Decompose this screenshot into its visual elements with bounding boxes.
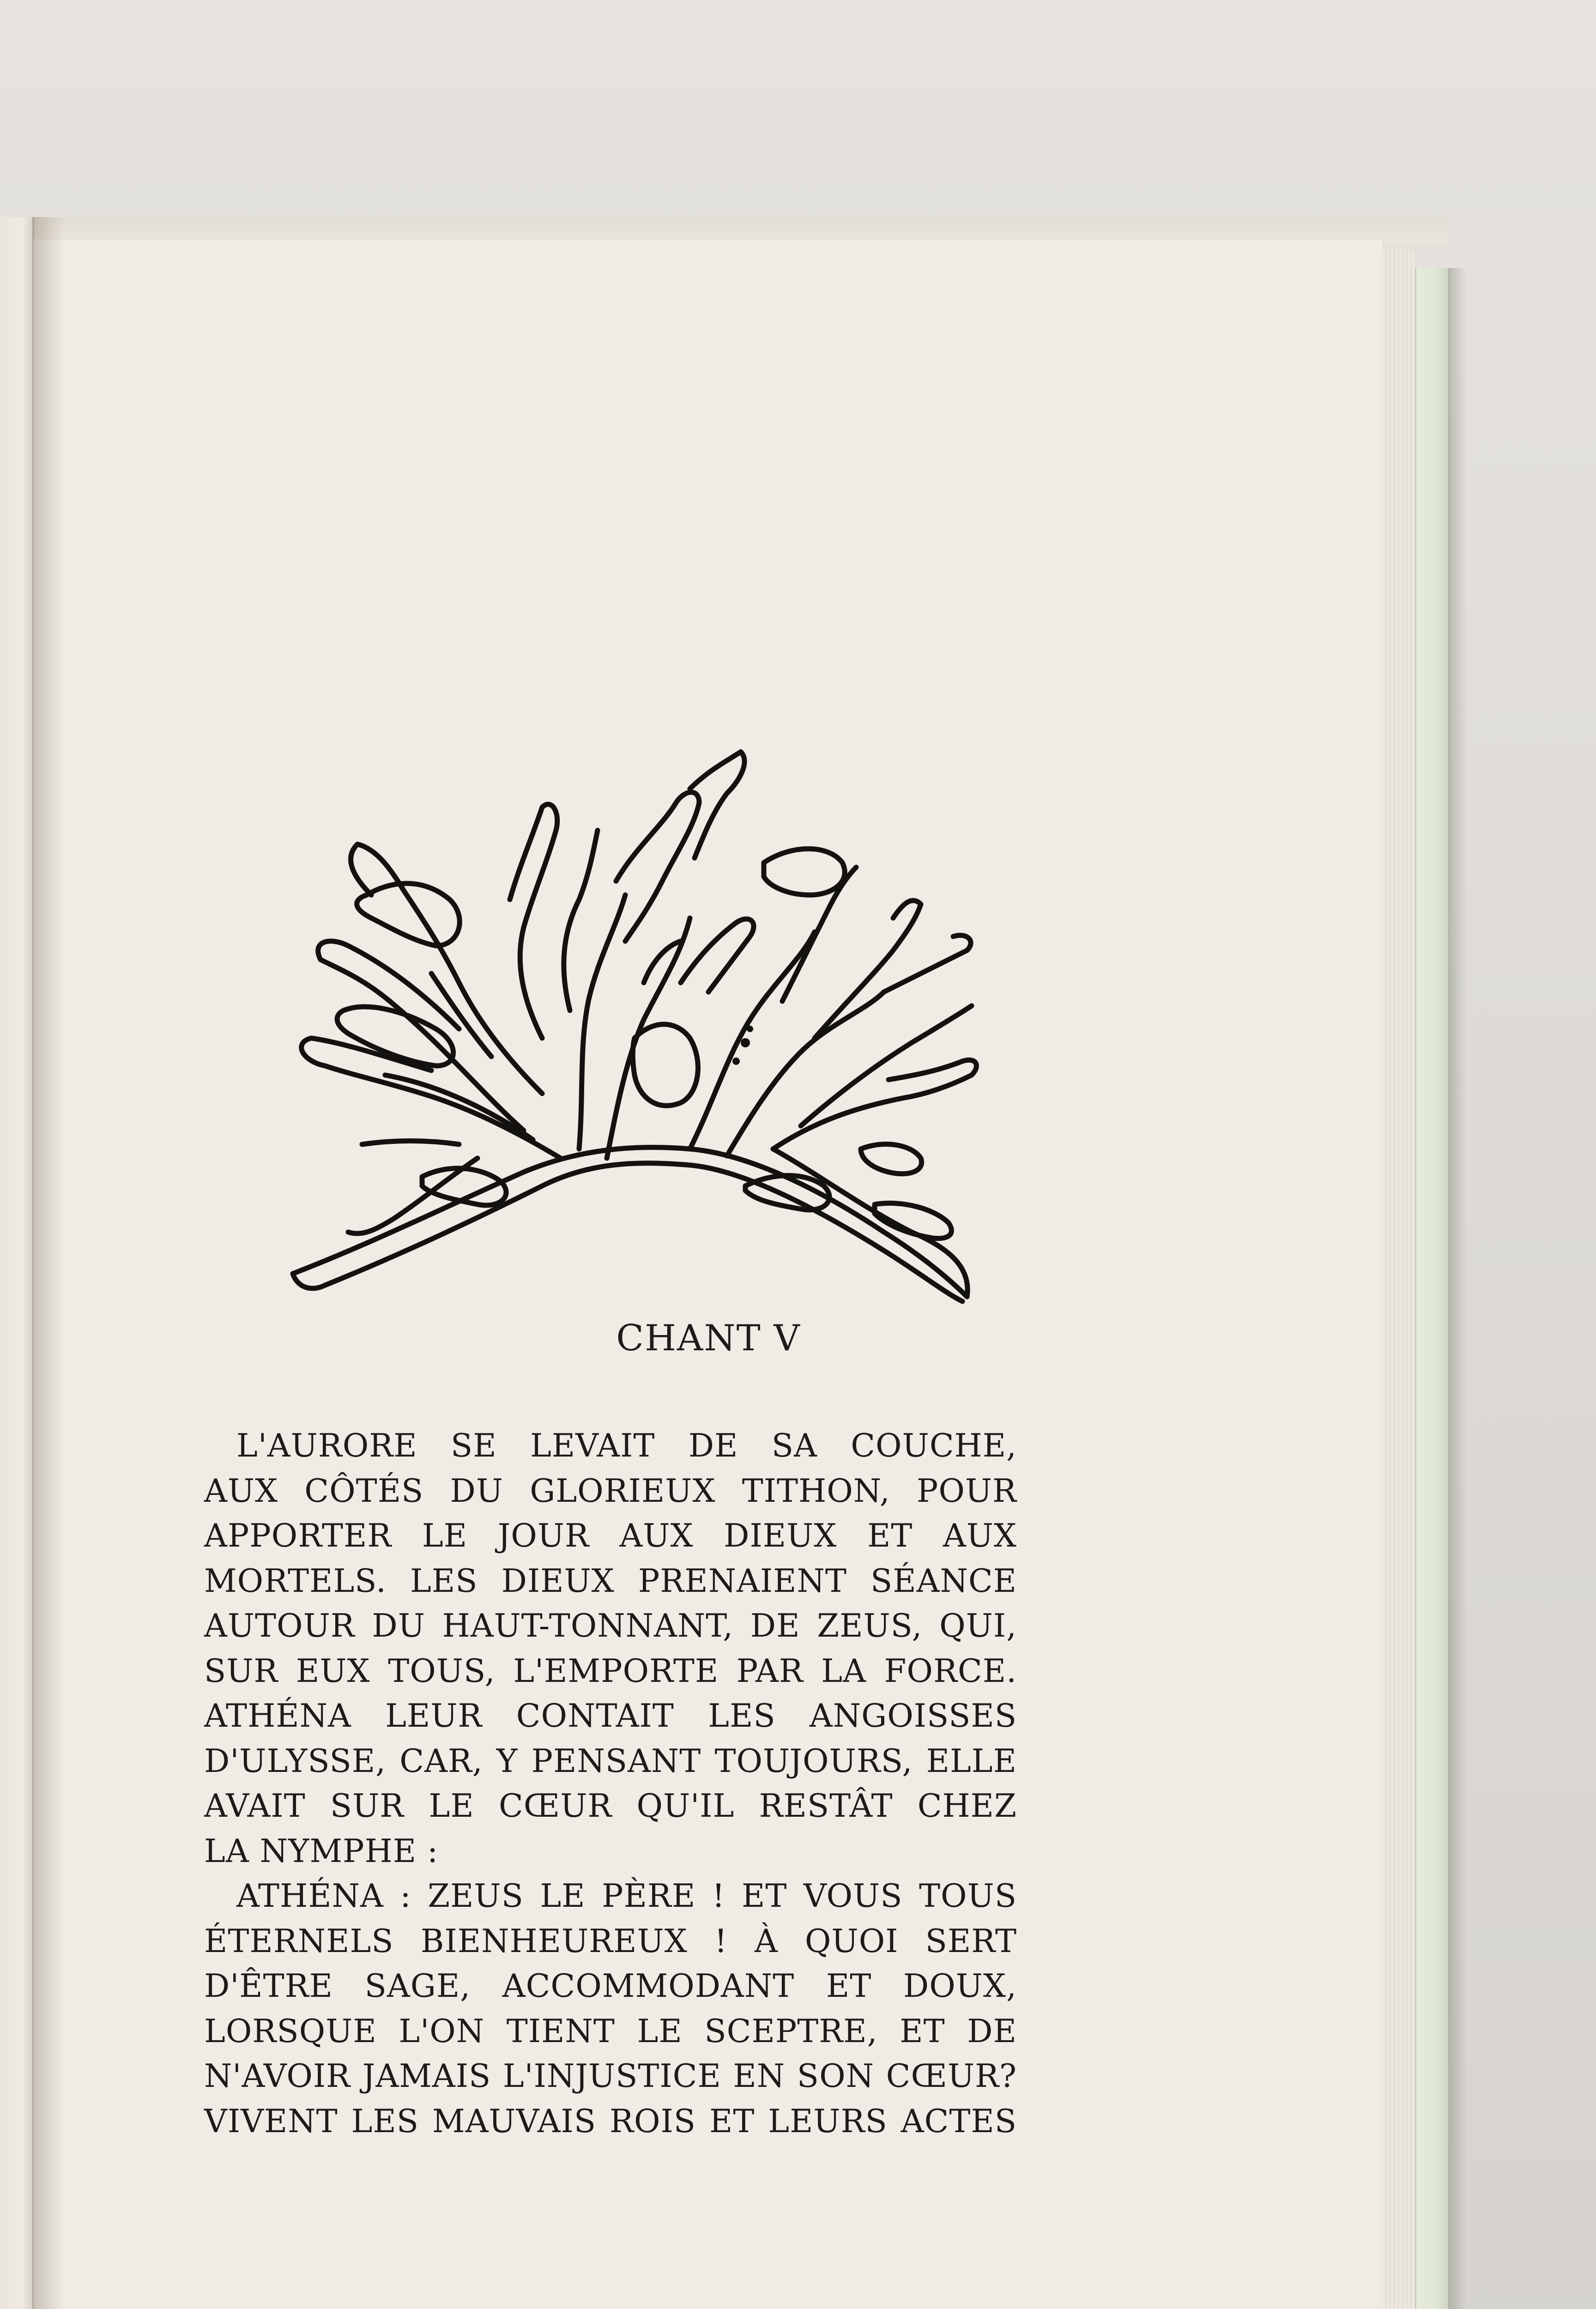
text-line: ATHÉNA LEUR CONTAIT LES ANGOISSES	[204, 1698, 1017, 1735]
text-line: D'ULYSSE, CAR, Y PENSANT TOUJOURS, ELLE	[204, 1742, 1017, 1780]
page-stack-edge	[1383, 249, 1415, 2309]
text-line: MORTELS. LES DIEUX PRENAIENT SÉANCE	[204, 1562, 1017, 1600]
text-line: N'AVOIR JAMAIS L'INJUSTICE EN SON CŒUR?	[204, 2058, 1017, 2095]
text-line: D'ÊTRE SAGE, ACCOMMODANT ET DOUX,	[204, 1968, 1017, 2005]
text-line: APPORTER LE JOUR AUX DIEUX ET AUX	[204, 1517, 1017, 1554]
text-line: VIVENT LES MAUVAIS ROIS ET LEURS ACTES	[204, 2103, 1017, 2140]
chapter-title: CHANT V	[616, 1318, 801, 1359]
body-text	[204, 1424, 1017, 2144]
text-line: AUX CÔTÉS DU GLORIEUX TITHON, POUR	[204, 1472, 1017, 1510]
cover-shadow	[1448, 268, 1467, 2309]
text-line: ÉTERNELS BIENHEUREUX ! À QUOI SERT	[204, 1922, 1017, 1960]
text-line: AUTOUR DU HAUT-TONNANT, DE ZEUS, QUI,	[204, 1608, 1017, 1644]
gutter-shadow	[32, 217, 65, 2309]
text-line: AVAIT SUR LE CŒUR QU'IL RESTÂT CHEZ	[204, 1788, 1017, 1825]
text-line: L'AURORE SE LEVAIT DE SA COUCHE,	[236, 1427, 1017, 1464]
book-page	[34, 239, 1383, 2309]
left-page-edge	[0, 217, 34, 2309]
text-line: ATHÉNA : ZEUS LE PÈRE ! ET VOUS TOUS	[236, 1878, 1017, 1915]
text-line: LORSQUE L'ON TIENT LE SCEPTRE, ET DE	[204, 2013, 1017, 2050]
text-line: LA NYMPHE :	[204, 1832, 439, 1870]
coral-branch-illustration	[284, 743, 995, 1329]
text-line: SUR EUX TOUS, L'EMPORTE PAR LA FORCE.	[204, 1652, 1017, 1690]
book-cover-edge	[1415, 268, 1450, 2309]
